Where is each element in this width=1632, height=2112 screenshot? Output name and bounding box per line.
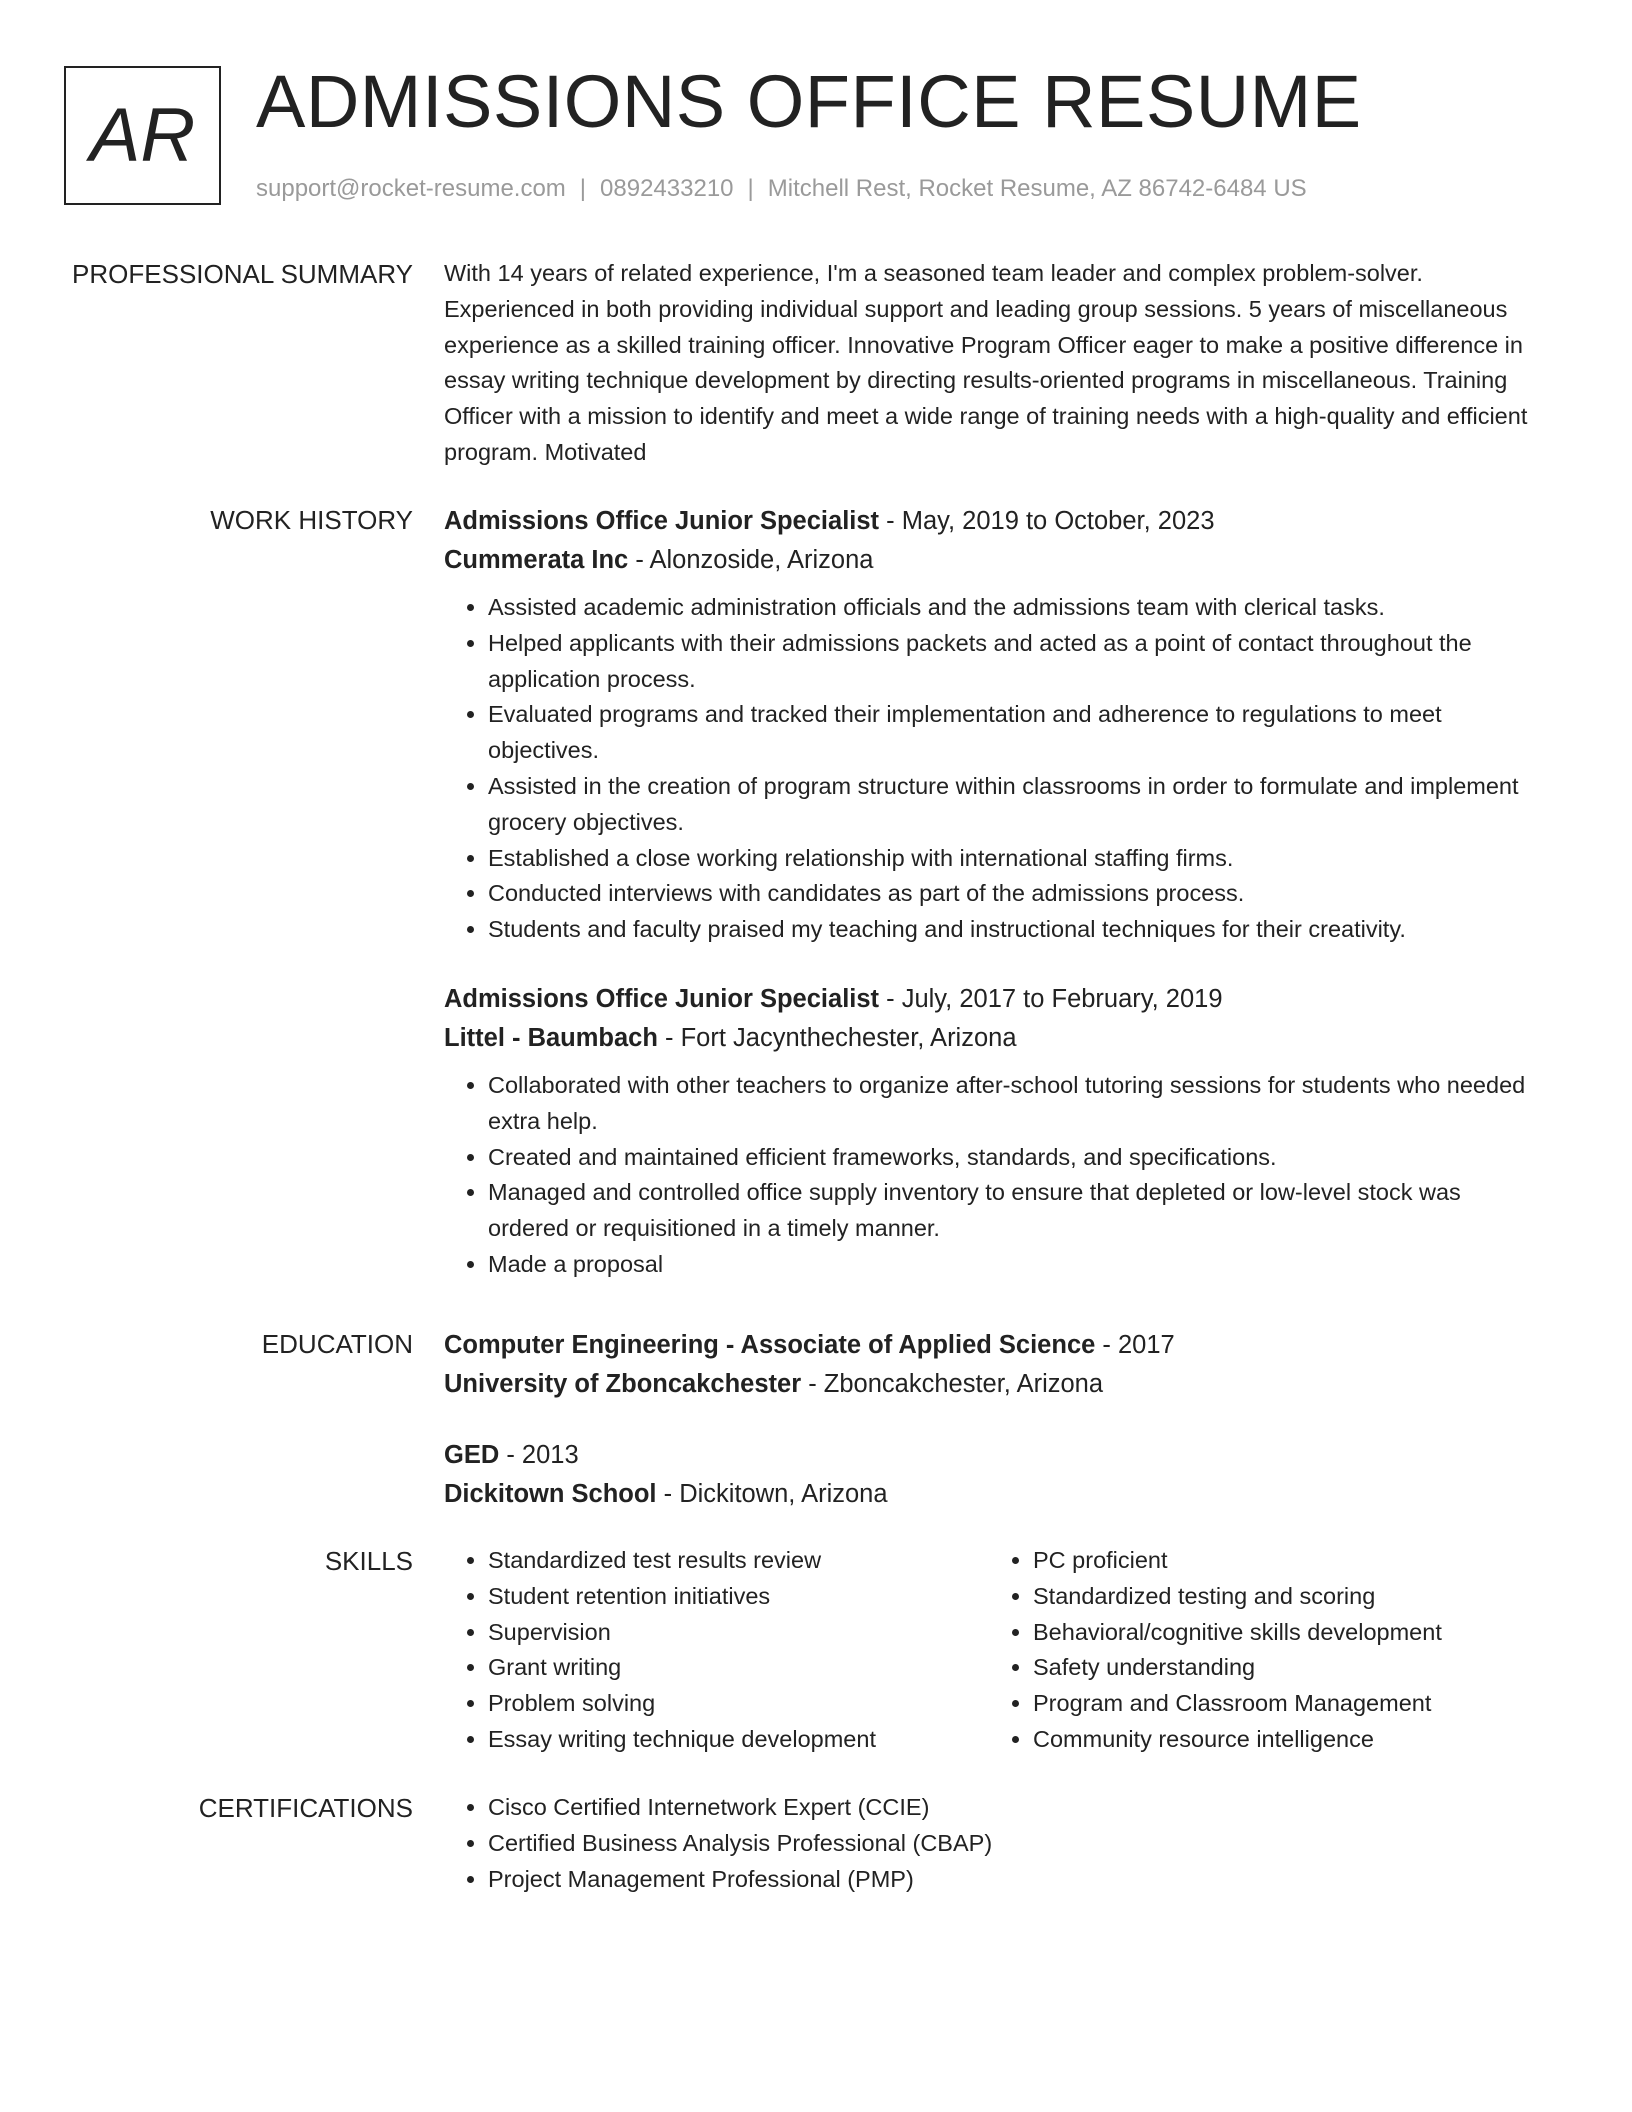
contact-line (256, 174, 1307, 204)
degree: GED (444, 1441, 500, 1469)
school-line (444, 1475, 1544, 1514)
skills-column-left (444, 1543, 1008, 1758)
degree: Computer Engineering - Associate of Applied Science (444, 1331, 1096, 1359)
job-bullets (444, 590, 1544, 948)
degree-year: - 2017 (1095, 1331, 1175, 1359)
skill-item: • Safety understanding (1033, 1650, 1553, 1686)
monogram-initials: AR (89, 93, 196, 178)
job-company-line (444, 1019, 1544, 1058)
job-bullet: • Assisted academic administration officials and the admissions team with clerical tasks. (488, 590, 1544, 626)
school-location: - Dickitown, Arizona (656, 1480, 888, 1508)
contact-email: support@rocket-resume.com (256, 175, 566, 202)
job-bullet: • Created and maintained efficient frameworks, standards, and specifications. (488, 1140, 1544, 1176)
degree-line (444, 1326, 1544, 1365)
monogram-badge (64, 66, 221, 205)
skill-item: • Problem solving (488, 1686, 1008, 1722)
skill-item: • Behavioral/cognitive skills development (1033, 1615, 1553, 1651)
resume-title: ADMISSIONS OFFICE RESUME (256, 60, 1362, 143)
job-bullet: • Collaborated with other teachers to organize after-school tutoring sessions for students who needed extra help. (488, 1068, 1544, 1140)
skill-item: • Program and Classroom Management (1033, 1686, 1553, 1722)
contact-address: Mitchell Rest, Rocket Resume, AZ 86742-6484 US (767, 175, 1307, 202)
job-dates: - May, 2019 to October, 2023 (879, 507, 1215, 535)
job-bullet: • Established a close working relationship with international staffing firms. (488, 841, 1544, 877)
degree-line (444, 1436, 1544, 1475)
skill-item: • Supervision (488, 1615, 1008, 1651)
certification-item: • Cisco Certified Internetwork Expert (CCIE) (488, 1790, 1544, 1826)
skill-item: • Community resource intelligence (1033, 1722, 1553, 1758)
certification-item: • Project Management Professional (PMP) (488, 1862, 1544, 1898)
degree-year: - 2013 (499, 1441, 579, 1469)
skills-list (444, 1543, 1008, 1758)
job-role: Admissions Office Junior Specialist (444, 984, 880, 1013)
job-title-line (444, 502, 1544, 541)
skill-item: • Essay writing technique development (488, 1722, 1008, 1758)
skills-list (989, 1543, 1553, 1758)
contact-separator: | (579, 175, 587, 202)
skills-heading: SKILLS (324, 1546, 413, 1576)
job-bullet: • Helped applicants with their admissions packets and acted as a point of contact throughout the application process. (488, 626, 1544, 698)
job-entry (444, 502, 1544, 948)
job-company-line (444, 541, 1544, 580)
work-history-heading: WORK HISTORY (210, 505, 413, 535)
job-entry (444, 980, 1544, 1283)
school: Dickitown School (444, 1480, 657, 1508)
job-location: - Alonzoside, Arizona (628, 546, 874, 574)
education-heading: EDUCATION (261, 1329, 413, 1359)
job-company: Cummerata Inc (444, 546, 629, 574)
certifications-heading: CERTIFICATIONS (198, 1793, 413, 1823)
skill-item: • PC proficient (1033, 1543, 1553, 1579)
skill-item: • Standardized testing and scoring (1033, 1579, 1553, 1615)
skill-item: • Student retention initiatives (488, 1579, 1008, 1615)
school: University of Zboncakchester (444, 1370, 802, 1398)
certifications-list (444, 1790, 1544, 1897)
education-entry (444, 1436, 1544, 1514)
job-dates: - July, 2017 to February, 2019 (879, 984, 1223, 1013)
education-entry (444, 1326, 1544, 1404)
summary-text: With 14 years of related experience, I'm a seasoned team leader and complex problem-solver. Experienced in both providing individual support and leading group sessions. 5 years of miscellaneous experience as a skilled training officer. Innovative Program Officer eager to make a positive difference in essay writing technique development by directing results-oriented programs in miscellaneous. Training Officer with a mission to identify and meet a wide range of training needs with a high-quality and efficient program. Motivated (444, 260, 1528, 465)
job-bullet: • Evaluated programs and tracked their implementation and adherence to regulations to meet objectives. (488, 697, 1544, 769)
job-bullets (444, 1068, 1544, 1283)
job-title-line (444, 980, 1544, 1019)
skill-item: • Grant writing (488, 1650, 1008, 1686)
certification-item: • Certified Business Analysis Professional (CBAP) (488, 1826, 1544, 1862)
job-bullet: • Assisted in the creation of program structure within classrooms in order to formulate and implement grocery objectives. (488, 769, 1544, 841)
school-location: - Zboncakchester, Arizona (801, 1370, 1104, 1398)
contact-separator: | (747, 175, 754, 202)
job-bullet: • Students and faculty praised my teaching and instructional techniques for their creativity. (488, 912, 1544, 948)
skills-column-right (989, 1543, 1553, 1758)
job-bullet: • Managed and controlled office supply inventory to ensure that depleted or low-level stock was ordered or requisitioned in a timely manner. (488, 1175, 1544, 1247)
job-location: - Fort Jacynthechester, Arizona (657, 1023, 1017, 1052)
job-bullet: • Conducted interviews with candidates as part of the admissions process. (488, 876, 1544, 912)
job-bullet: • Made a proposal (488, 1247, 1544, 1283)
summary-heading: PROFESSIONAL SUMMARY (72, 259, 413, 289)
job-role: Admissions Office Junior Specialist (444, 507, 880, 535)
contact-phone: 0892433210 (600, 175, 734, 202)
school-line (444, 1365, 1544, 1404)
job-company: Littel - Baumbach (444, 1023, 658, 1052)
skill-item: • Standardized test results review (488, 1543, 1008, 1579)
